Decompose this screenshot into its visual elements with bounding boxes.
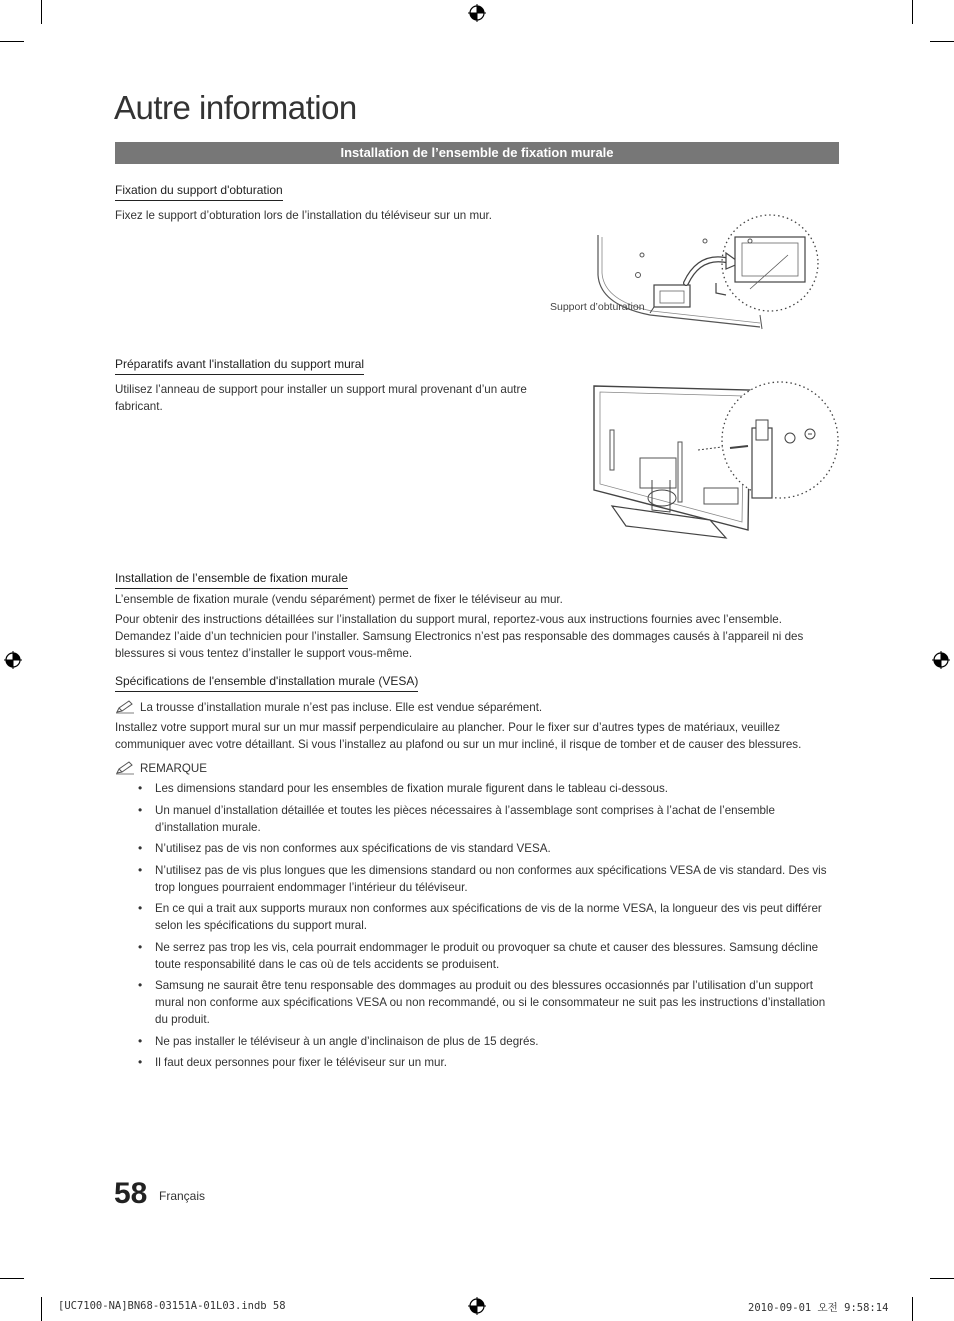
section-text: Installez votre support mural sur un mur massif perpendiculaire au plancher. Pour le fixer sur d’autres types de matériaux, veuillez communiquer avec votre détaillant. Si vous l’installez au plafond ou sur un mur incliné, il risque de tomber et de causer des blessures.	[115, 721, 802, 751]
list-item: • N’utilisez pas de vis non conformes aux spécifications de vis standard VESA.	[138, 841, 551, 855]
subheading-fixation-support: Fixation du support d'obturation	[115, 183, 283, 201]
blanking-bracket-figure	[590, 205, 830, 335]
list-item: • Ne pas installer le téléviseur à un angle d’inclinaison de plus de 15 degrés.	[138, 1033, 539, 1048]
section-text: Pour obtenir des instructions détaillées sur l’installation du support mural, reportez-vous aux instructions fournies avec l’ensemble. Demandez l’aide d’un technicien pour l’installer. Samsung Electronics n’est pas responsable des dommages causés à l’appareil ni des blessures si vous tentez d’installer le support vous-même.	[115, 613, 804, 660]
crop-mark	[0, 1278, 24, 1279]
subheading-preparatifs: Préparatifs avant l'installation du support mural	[115, 357, 364, 375]
crop-mark	[912, 1297, 913, 1321]
section-header-bar: Installation de l’ensemble de fixation murale	[115, 142, 839, 164]
pencil-icon	[115, 761, 135, 775]
list-item: • Samsung ne saurait être tenu responsable des dommages au produit ou des blessures occasionnés par l’utilisation d’un support mural non conforme aux spécifications VESA ou non recommandé, ou si le consommateur ne suit pas les instructions d’installation du produit.	[138, 978, 826, 1026]
crosshair-icon	[4, 651, 22, 669]
figure-caption: Support d’obturation	[550, 301, 645, 313]
pencil-icon	[115, 700, 135, 714]
list-item: • N’utilisez pas de vis plus longues que les dimensions standard ou non conformes aux spécifications VESA de vis standard. Des vis trop longues pourraient endommager l’intérieur du téléviseur.	[138, 862, 827, 894]
wall-mount-ring-figure	[580, 380, 842, 550]
section-text: Utilisez l’anneau de support pour installer un support mural provenant d’un autre fabricant.	[115, 383, 527, 413]
note-label-line	[115, 760, 207, 777]
list-item: • Il faut deux personnes pour fixer le téléviseur sur un mur.	[138, 1055, 447, 1069]
note-line	[115, 699, 839, 716]
crosshair-icon	[932, 651, 950, 669]
page-language: Français	[159, 1189, 206, 1203]
list-item: • Ne serrez pas trop les vis, cela pourrait endommager le produit ou provoquer sa chute et causer des blessures. Samsung décline toute responsabilité dans le cas où de tels accidents se produisent.	[138, 939, 819, 971]
footer-timestamp: 2010-09-01 오전 9:58:14	[748, 1302, 889, 1314]
list-item: • En ce qui a trait aux supports muraux non conformes aux spécifications de vis de la norme VESA, la longueur des vis peut différer selon les spécifications du support mural.	[138, 901, 822, 932]
list-item: • Un manuel d’installation détaillée et toutes les pièces nécessaires à l’assemblage sont comprises à l’achat de l’ensemble d’installation murale.	[138, 802, 775, 834]
footer-file-info: [UC7100-NA]BN68-03151A-01L03.indb 58	[58, 1300, 286, 1312]
page-title: Autre information	[114, 89, 357, 126]
crop-mark	[930, 1278, 954, 1279]
crop-mark	[930, 41, 954, 42]
section-text: L’ensemble de fixation murale (vendu séparément) permet de fixer le téléviseur au mur.	[115, 593, 563, 606]
crop-mark	[41, 1297, 42, 1321]
crop-mark	[912, 0, 913, 24]
subheading-vesa: Spécifications de l'ensemble d'installation murale (VESA)	[115, 674, 418, 692]
crop-mark	[41, 0, 42, 24]
section-text: Fixez le support d’obturation lors de l’installation du téléviseur sur un mur.	[115, 209, 492, 222]
crosshair-icon	[468, 4, 486, 22]
subheading-installation: Installation de l’ensemble de fixation murale	[115, 571, 348, 589]
page-number: 58	[114, 1177, 148, 1210]
crop-mark	[0, 41, 24, 42]
crosshair-icon	[468, 1297, 486, 1315]
note-label: REMARQUE	[140, 762, 207, 775]
note-text: La trousse d’installation murale n’est pas incluse. Elle est vendue séparément.	[140, 701, 543, 714]
remarks-list	[138, 780, 838, 1076]
list-item: • Les dimensions standard pour les ensembles de fixation murale figurent dans le tableau ci-dessous.	[138, 781, 668, 795]
